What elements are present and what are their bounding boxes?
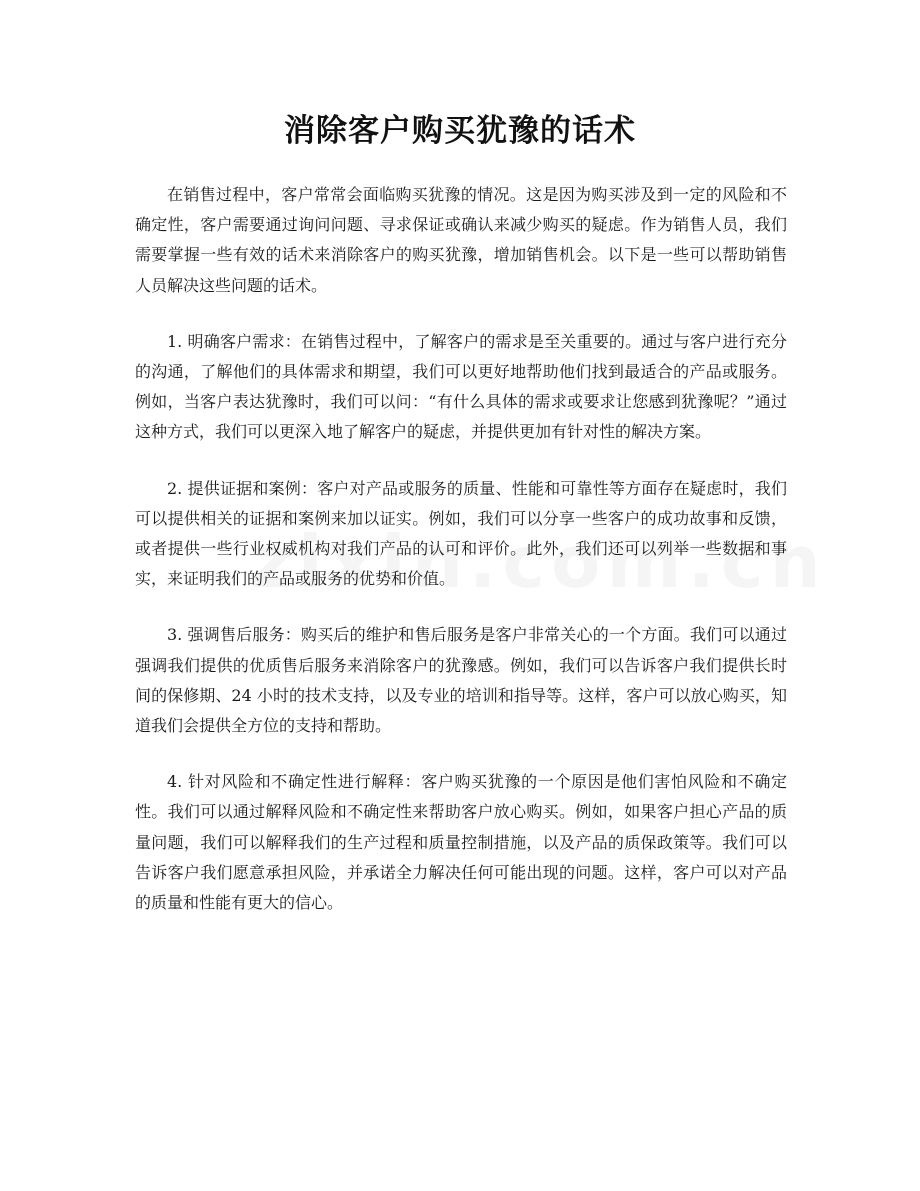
point-4-paragraph: 4. 针对风险和不确定性进行解释：客户购买犹豫的一个原因是他们害怕风险和不确定性。我们可以通过解释风险和不确定性来帮助客户放心购买。例如，如果客户担心产品的质量问题，我们可以解释我们的生产过程和质量控制措施，以及产品的质保政策等。我们可以告诉客户我们愿意承担风险，并承诺全力解决任何可能出现的问题。这样，客户可以对产品的质量和性能有更大的信心。 — [135, 772, 787, 913]
document-title: 消除客户购买犹豫的话术 — [284, 113, 636, 149]
document-body — [135, 180, 787, 944]
point-2-paragraph: 2. 提供证据和案例：客户对产品或服务的质量、性能和可靠性等方面存在疑虑时，我们可以提供相关的证据和案例来加以证实。例如，我们可以分享一些客户的成功故事和反馈，或者提供一些行业权威机构对我们产品的认可和评价。此外，我们还可以列举一些数据和事实，来证明我们的产品或服务的优势和价值。 — [135, 478, 787, 589]
point-3-paragraph: 3. 强调售后服务：购买后的维护和售后服务是客户非常关心的一个方面。我们可以通过强调我们提供的优质售后服务来消除客户的犹豫感。例如，我们可以告诉客户我们提供长时间的保修期、24 小时的技术支持，以及专业的培训和指导等。这样，客户可以放心购买，知道我们会提供全方位的支持和帮助。 — [135, 625, 787, 736]
intro-paragraph: 在销售过程中，客户常常会面临购买犹豫的情况。这是因为购买涉及到一定的风险和不确定性，客户需要通过询问问题、寻求保证或确认来减少购买的疑虑。作为销售人员，我们需要掌握一些有效的话术来消除客户的购买犹豫，增加销售机会。以下是一些可以帮助销售人员解决这些问题的话术。 — [135, 185, 787, 295]
point-1-paragraph: 1. 明确客户需求：在销售过程中，了解客户的需求是至关重要的。通过与客户进行充分的沟通，了解他们的具体需求和期望，我们可以更好地帮助他们找到最适合的产品或服务。例如，当客户表达犹豫时，我们可以问：“有什么具体的需求或要求让您感到犹豫呢？”通过这种方式，我们可以更深入地了解客户的疑虑，并提供更加有针对性的解决方案。 — [135, 331, 787, 442]
